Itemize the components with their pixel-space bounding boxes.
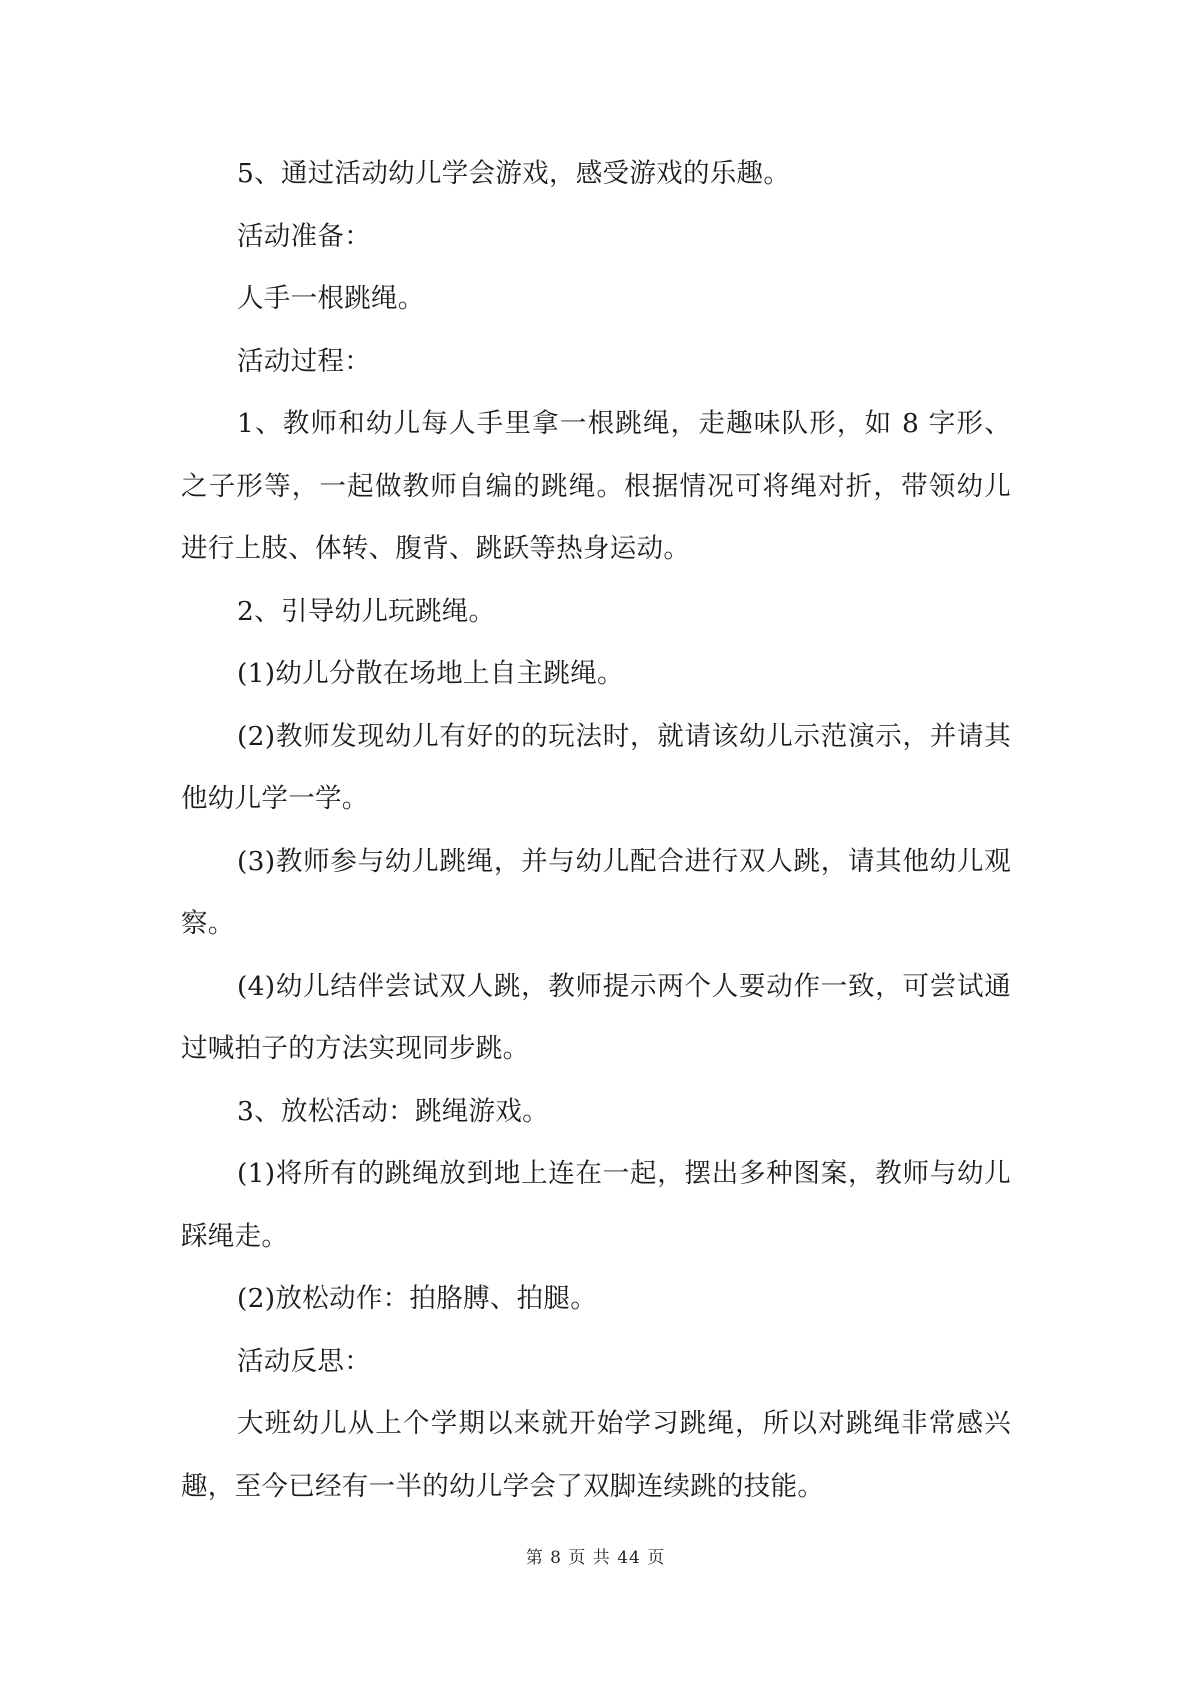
paragraph: 大班幼儿从上个学期以来就开始学习跳绳，所以对跳绳非常感兴趣，至今已经有一半的幼儿学会了双脚连续跳的技能。 (181, 1408, 1011, 1502)
paragraph: 3、放松活动：跳绳游戏。 (237, 1095, 549, 1127)
section-heading: 活动准备： (237, 220, 371, 252)
section-heading: 活动反思： (237, 1345, 371, 1377)
page-number-footer: 第 8 页 共 44 页 (525, 1548, 666, 1568)
paragraph: (4)幼儿结伴尝试双人跳，教师提示两个人要动作一致，可尝试通过喊拍子的方法实现同步跳。 (181, 970, 1011, 1064)
section-heading: 活动过程： (237, 345, 371, 377)
paragraph: 1、教师和幼儿每人手里拿一根跳绳，走趣味队形，如 8 字形、之子形等，一起做教师自编的跳绳。根据情况可将绳对折，带领幼儿进行上肢、体转、腹背、跳跃等热身运动。 (181, 408, 1011, 564)
paragraph: (1)幼儿分散在场地上自主跳绳。 (237, 658, 624, 689)
paragraph: (1)将所有的跳绳放到地上连在一起，摆出多种图案，教师与幼儿踩绳走。 (181, 1158, 1011, 1252)
paragraph: (3)教师参与幼儿跳绳，并与幼儿配合进行双人跳，请其他幼儿观察。 (181, 845, 1011, 939)
document-body (181, 143, 1011, 1518)
paragraph: (2)放松动作：拍胳膊、拍腿。 (237, 1283, 598, 1314)
paragraph: (2)教师发现幼儿有好的的玩法时，就请该幼儿示范演示，并请其他幼儿学一学。 (181, 720, 1011, 814)
paragraph: 5、通过活动幼儿学会游戏，感受游戏的乐趣。 (237, 158, 791, 189)
paragraph: 人手一根跳绳。 (237, 283, 425, 314)
paragraph: 2、引导幼儿玩跳绳。 (237, 595, 496, 627)
